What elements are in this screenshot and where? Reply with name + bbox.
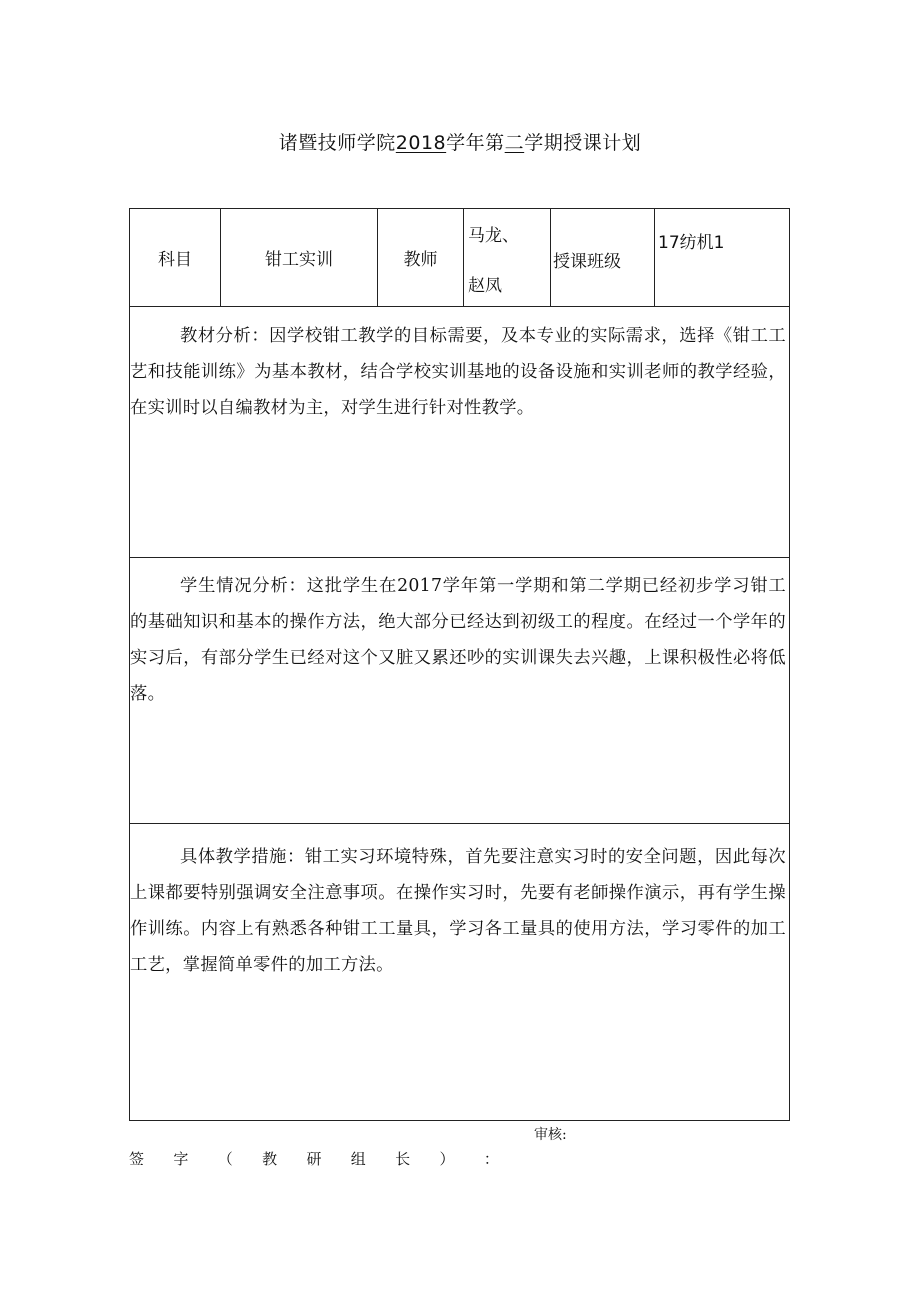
teaching-measures-text: 具体教学措施：钳工实习环境特殊，首先要注意实习时的安全问题，因此每次上课都要特别强调安全注意事项。在操作实习时，先要有老師操作演示，再有学生操作训练。内容上有熟悉各种钳工工量具，学习各工量具的使用方法，学习零件的加工工艺，掌握简单零件的加工方法。 bbox=[130, 847, 786, 975]
signature-char: ） bbox=[439, 1150, 455, 1168]
page-title bbox=[0, 128, 920, 155]
student-analysis-section bbox=[130, 558, 789, 824]
signature-char: 字 bbox=[173, 1150, 189, 1168]
signature-char: 研 bbox=[306, 1150, 322, 1168]
title-term: 二 bbox=[504, 132, 525, 154]
signature-line bbox=[129, 1148, 499, 1169]
textbook-analysis-section bbox=[130, 306, 789, 558]
signature-char: 教 bbox=[262, 1150, 278, 1168]
student-analysis-text: 学生情况分析：这批学生在2017学年第一学期和第二学期已经初步学习钳工的基础知识和基本的操作方法，绝大部分已经达到初级工的程度。在经过一个学年的实习后，有部分学生已经对这个又脏又累还吵的实训课失去兴趣，上课积极性必将低落。 bbox=[130, 576, 786, 704]
title-suffix: 学期授课计划 bbox=[524, 132, 642, 154]
signature-char: 签 bbox=[129, 1150, 145, 1168]
signature-char: （ bbox=[217, 1150, 233, 1168]
teacher-value-cell bbox=[464, 209, 551, 306]
title-prefix: 诸暨技师学院 bbox=[278, 132, 396, 154]
teacher-label: 教师 bbox=[403, 250, 438, 270]
header-row bbox=[130, 209, 789, 307]
subject-label: 科目 bbox=[158, 250, 192, 270]
subject-value: 钳工实训 bbox=[265, 250, 333, 270]
class-label-cell bbox=[551, 209, 655, 306]
teacher-name-line1: 马龙、 bbox=[468, 226, 519, 246]
textbook-analysis-text: 教材分析：因学校钳工教学的目标需要，及本专业的实际需求，选择《钳工工艺和技能训练》为基本教材，结合学校实训基地的设备设施和实训老师的教学经验，在实训时以自编教材为主，对学生进行针对性教学。 bbox=[130, 326, 786, 418]
subject-label-cell bbox=[130, 209, 221, 306]
signature-char: 组 bbox=[350, 1150, 366, 1168]
teacher-name-line2: 赵凤 bbox=[468, 276, 502, 296]
class-value-cell bbox=[655, 209, 789, 306]
plan-table bbox=[129, 208, 790, 1121]
subject-value-cell bbox=[221, 209, 378, 306]
title-middle: 学年第 bbox=[446, 132, 505, 154]
class-value: 17纺机1 bbox=[658, 233, 725, 253]
class-label: 授课班级 bbox=[553, 252, 621, 272]
teaching-measures-section bbox=[130, 824, 789, 1120]
title-year: 2018 bbox=[395, 132, 447, 154]
signature-char: 长 bbox=[395, 1150, 411, 1168]
signature-char: ： bbox=[483, 1150, 499, 1168]
review-label: 审核: bbox=[534, 1127, 567, 1143]
teacher-label-cell bbox=[378, 209, 464, 306]
